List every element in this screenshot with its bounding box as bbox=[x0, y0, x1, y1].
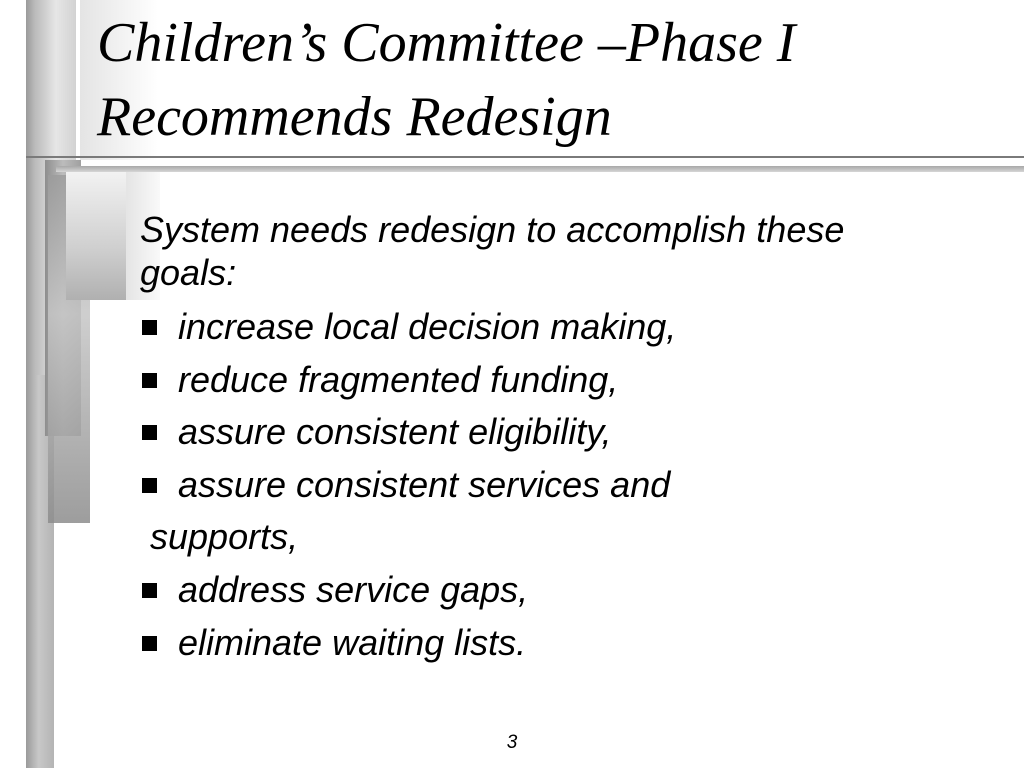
list-item bbox=[140, 459, 1000, 512]
list-item bbox=[140, 354, 1000, 407]
intro-paragraph bbox=[140, 208, 1000, 294]
square-bullet-icon bbox=[142, 373, 157, 388]
slide-title bbox=[97, 6, 997, 154]
decorative-bar bbox=[66, 172, 126, 300]
title-divider bbox=[26, 156, 1024, 158]
square-bullet-icon bbox=[142, 478, 157, 493]
square-bullet-icon bbox=[142, 636, 157, 651]
slide-title-line-2: Recommends Redesign bbox=[97, 86, 612, 148]
list-item-text: assure consistent eligibility, bbox=[178, 411, 612, 453]
square-bullet-icon bbox=[142, 320, 157, 335]
slide-body bbox=[140, 208, 1000, 669]
goals-list bbox=[140, 301, 1000, 669]
list-item-continuation: supports, bbox=[150, 516, 299, 558]
square-bullet-icon bbox=[142, 583, 157, 598]
list-item-text: increase local decision making, bbox=[178, 306, 677, 347]
list-item bbox=[140, 406, 1000, 459]
list-item bbox=[140, 564, 1000, 617]
intro-line-1: System needs redesign to accomplish these bbox=[140, 209, 845, 250]
page-number: 3 bbox=[506, 732, 518, 753]
title-divider-shadow bbox=[56, 166, 1024, 172]
intro-line-2: goals: bbox=[140, 252, 237, 293]
list-item-text: eliminate waiting lists. bbox=[178, 621, 527, 663]
slide-title-line-1: Children’s Committee –Phase I bbox=[97, 12, 796, 74]
list-item bbox=[140, 301, 1000, 354]
list-item-text: address service gaps, bbox=[178, 568, 529, 610]
list-item-text: assure consistent services and bbox=[178, 463, 671, 505]
square-bullet-icon bbox=[142, 425, 157, 440]
list-item-text: reduce fragmented funding, bbox=[178, 358, 619, 400]
list-item bbox=[140, 617, 1000, 670]
